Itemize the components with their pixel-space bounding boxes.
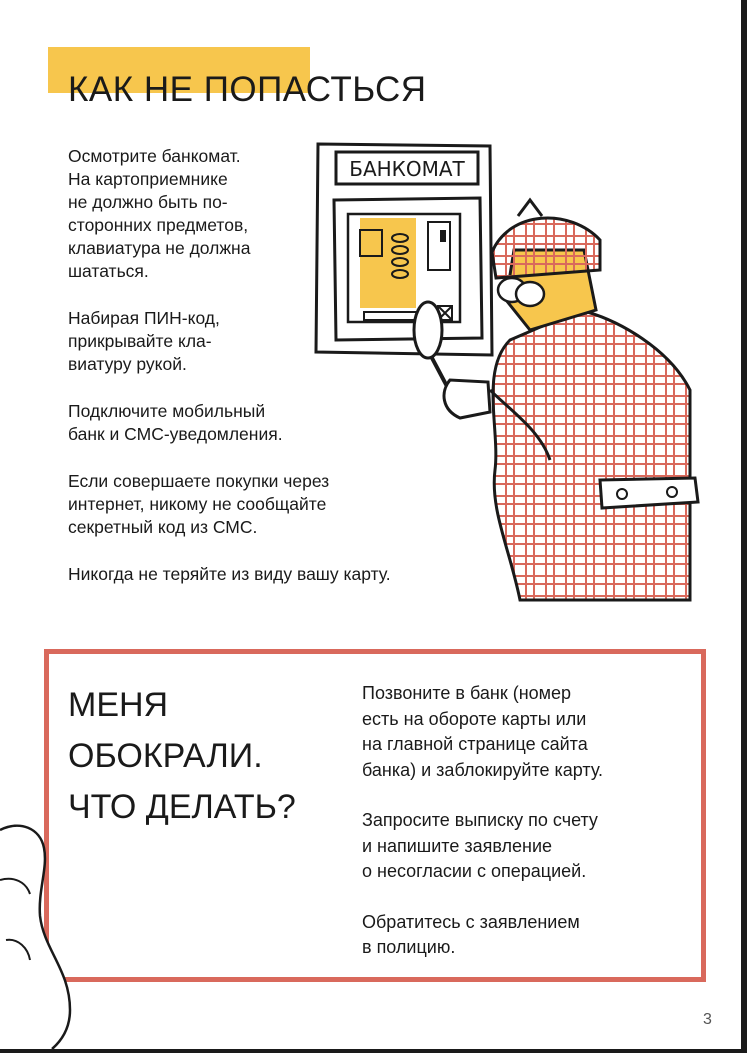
step-police: Обратитесь с заявлением в полицию. bbox=[362, 911, 580, 957]
arm-sketch-illustration bbox=[0, 820, 90, 1049]
robbed-heading: МЕНЯ ОБОКРАЛИ. ЧТО ДЕЛАТЬ? bbox=[68, 686, 296, 826]
step-block-card: Позвоните в банк (номер есть на обороте карты или на главной странице сайта банка) и заблокируйте карту. bbox=[362, 683, 604, 780]
tip-mobile-bank: Подключите мобильный банк и СМС-уведомления. bbox=[68, 401, 283, 444]
detective-at-atm-illustration bbox=[300, 130, 720, 610]
tip-inspect-atm: Осмотрите банкомат. На картоприемнике не должно быть по- сторонних предметов, клавиатура не должна шататься. bbox=[68, 146, 251, 281]
robbed-steps bbox=[362, 681, 682, 986]
tip-cover-keypad: Набирая ПИН-код, прикрывайте кла- виатуру рукой. bbox=[68, 308, 220, 374]
step-request-statement: Запросите выписку по счету и напишите заявление о несогласии с операцией. bbox=[362, 810, 598, 881]
tip-online-shopping: Если совершаете покупки через интернет, никому не сообщайте секретный код из СМС. bbox=[68, 471, 330, 537]
page-title: КАК НЕ ПОПАСТЬСЯ bbox=[68, 70, 427, 109]
tip-watch-card: Никогда не теряйте из виду вашу карту. bbox=[68, 564, 391, 584]
atm bbox=[316, 144, 492, 355]
atm-sign: БАНКОМАТ bbox=[349, 157, 465, 181]
page-number: 3 bbox=[703, 1011, 712, 1028]
